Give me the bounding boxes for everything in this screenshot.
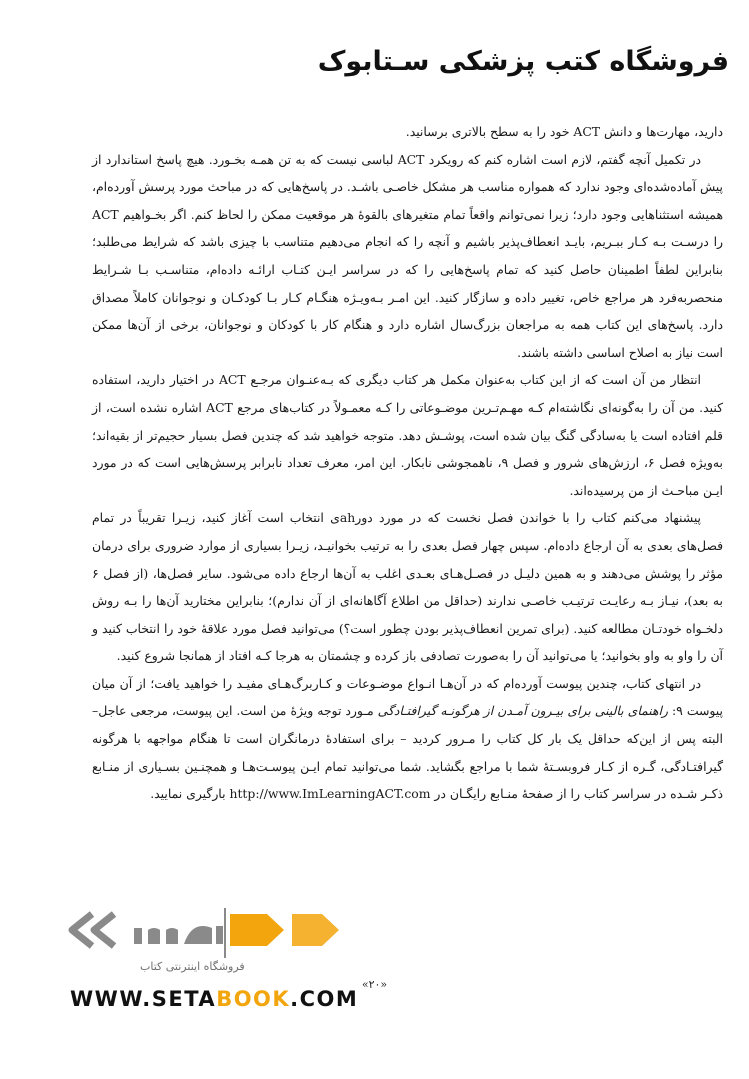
url-prefix: WWW.SETA (70, 987, 217, 1011)
appendix-title: راهنمای بالینی برای بیـرون آمـدن از هرگونـه گیرافتـادگی (377, 703, 668, 719)
paragraph-5-end: مـورد توجه ویژهٔ من است. این پیوست، مرجعی عاجل–البته پس از این‌که حداقل یک بار کل کتاب را مـرور کردید – برای استفادهٔ درمانگران است تا هنگام مواجهه با هرگونه گیرافتـادگی، گـره از کـار فروبسـتهٔ شما با مراجع بگشاید. شما می‌توانید تمام ایـن پیوسـت‌هـا و همچنـین بسـیاری از منـابع ذکـر شـده در سراسر کتاب را از صفحهٔ منـابع رایگـان در http://www.ImLearningACT.com بارگیری نمایید. (92, 703, 723, 802)
watermark-logo (62, 900, 362, 980)
website-url (70, 987, 358, 1011)
paragraph-5-start: در انتهای کتاب، چندین پیوست آورده‌ام که در آن‌هـا انـواع موضـوعات و کـاربرگ‌هـای مفیـد را خواهید یافت؛ از آن میان پیوست ۹: (92, 675, 723, 719)
url-accent: BOOK (216, 987, 291, 1011)
paragraph-2: در تکمیل آنچه گفتم، لازم است اشاره کنم که رویکرد ACT لباسی نیست که به تن همـه بخـورد. هیچ پاسخ استاندارد از پیش آماده‌شده‌ای وجود ندارد که همواره مناسب هر مشکل خاصـی باشـد. در پاسخ‌هایی که در مباحث مورد پرسش آورده‌ام، همیشه استثناهایی وجود دارد؛ زیرا نمی‌توانم واقعاً تمام متغیرهای بالقوهٔ هر موقعیت ممکن را لحاظ کنم. اگر بخـواهیم ACT را درسـت بـه کـار ببـریم، بایـد انعطاف‌پذیر باشیم و آنچه را که انجام می‌دهیم متناسب با چیزی باشد که شرایط می‌طلبد؛ بنابراین لطفاً اطمینان حاصل کنید که تمام پاسخ‌هایی را که در سراسر ایـن کتـاب ارائـه داده‌ام، متناسـب بـا شـرایط منحصربه‌فرد هر مراجع خاص، تغییر داده و سازگار کنید. این امـر بـه‌ویـژه هنگـام کـار بـا کودکـان و نوجوانان کاملاً مصداق دارد. پاسخ‌های این کتاب همه به مراجعان بزرگ‌سال اشاره دارد و هنگام کار با کودکان و نوجوانان، برخی از آن‌ها ممکن است نیاز به اصلاح اساسی داشته باشند. (92, 151, 723, 360)
paragraph-3: انتظار من آن است که از این کتاب به‌عنوان مکمل هر کتاب دیگری که بـه‌عنـوان مرجـع ACT در اختیار دارید، استفاده کنید. من آن را به‌گونه‌ای نگاشته‌ام کـه مهـم‌تـرین موضـوعاتی را کـه معمـولاً در کتاب‌های مرجع ACT اشاره نشده است، از قلم افتاده است یا به‌سادگی گنگ بیان شده است، پوشـش دهد. متوجه خواهید شد که چندین فصل بسیار حجیم‌تر از بقیه‌اند؛ به‌ویژه فصل ۶، ارزش‌های شرور و فصل ۹، ناهمجوشی نابکار. این امر، معرف تعداد نابرابر پرسش‌هایی است که در مورد ایـن مباحـث از من پرسیده‌اند. (92, 372, 723, 498)
url-suffix: .COM (290, 987, 359, 1011)
setabook-logo-icon (62, 900, 362, 962)
watermark-tagline: فروشگاه اینترنتی کتاب (140, 960, 245, 973)
body-text (92, 118, 723, 808)
paragraph-4: پیشنهاد می‌کنم کتاب را با خواندن فصل نخست که در مورد دورahی انتخاب است آغاز کنید، زیـرا تقریباً در تمام فصل‌های بعدی به آن ارجاع داده‌ام. سپس چهار فصل بعدی را به ترتیب بخوانیـد، زیـرا بسیاری از موارد ضروری برای درمان مؤثر را پوشش می‌دهند و به همین دلیـل در فصـل‌هـای بعـدی اغلب به آن‌ها ارجاع داده می‌شود. سایر فصل‌ها، (از فصل ۶ به بعد)، نیـاز بـه رعایـت ترتیـب خاصـی ندارند (حداقل من اطلاع آگاهانه‌ای از آن ندارم)؛ بنابراین مختارید آن‌ها را بـه روش دلخـواه خودتـان مطالعه کنید. (برای تمرین انعطاف‌پذیر بودن چطور است؟) می‌توانید فصل مورد علاقهٔ خود را انتخاب کنید و آن را واو به واو بخوانید؛ یا می‌توانید آن را به‌صورت تصادفی باز کرده و چشمتان به هرجا کـه افتاد از همانجا شروع کنید. (92, 510, 723, 664)
paragraph-1: دارید، مهارت‌ها و دانش ACT خود را به سطح بالاتری برسانید. (405, 124, 723, 139)
page-header-title: فروشگاه کتب پزشکی سـتابوک (317, 46, 729, 77)
paragraph-5 (92, 670, 723, 808)
page-number: «۲۰» (361, 978, 388, 991)
